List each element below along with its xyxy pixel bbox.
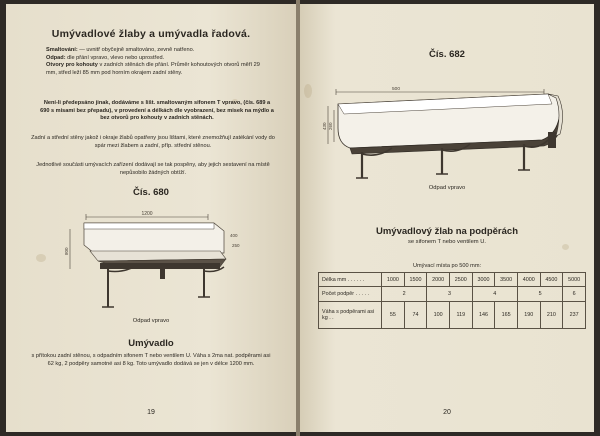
umyvadlo-description: s přítokou zadní stěnou, s odpadním sifonem T nebo ventilem U. Váha s 2ma nat. podpěrami asi 62 kg, 2 podpěry samotné asi 8 kg. Toto umývadlo dodává se jen v délce 1200 mm. [31,353,271,367]
table-cell: 2500 [449,273,472,287]
table-cell: 2000 [427,273,450,287]
trough-682-illustration [322,82,576,182]
table-cell: 1000 [382,273,405,287]
figure-682-caption: Odpad vpravo [428,185,466,191]
unit-note: Umývací místa po 500 mm: [412,263,482,269]
table-cell: 2 [382,287,427,302]
table-cell: 3000 [472,273,495,287]
sink-680-illustration [64,209,254,313]
spec-text-holes: v zadních stěnách dle přání. Průměr kohoutových otvorů měří 29 mm, střed leží 85 mm pod horním okrajem zadní stěny. [46,62,260,76]
dim-length-682: 500 [391,87,401,92]
dim-length-680: 1200 [141,211,153,217]
table-cell: 3500 [495,273,518,287]
table-cell: 210 [540,302,563,329]
table-cell: 1500 [404,273,427,287]
section-subtitle-zlab: se sifonem T nebo ventilem U. [407,239,487,245]
row-label-supports: Počet podpěr . . . . . [319,287,382,302]
spec-label-holes: Otvory pro kohouty [46,62,100,69]
table-cell: 3 [427,287,472,302]
dim-height-680: 800 [64,247,69,255]
table-cell: 6 [563,287,586,302]
figure-680-label: Čís. 680 [133,187,169,198]
walls-paragraph: Zadní a střední stěny jakož i okraje žlabů opatřeny jsou lištami, které znemožňují zatékání vody do spár mezi žlabem a zadní, příp. střední stěnou. [31,135,275,149]
table-cell: 100 [427,302,450,329]
table-cell: 146 [472,302,495,329]
table-cell: 4500 [540,273,563,287]
table-cell: 55 [382,302,405,329]
table-row [319,302,586,329]
table-cell: 4000 [517,273,540,287]
page-number-left: 19 [147,409,155,416]
left-page [6,4,296,432]
dim-depth-682: 260 [328,122,333,130]
dim-depth-680: 400 [230,233,238,238]
table-cell: 4 [472,287,517,302]
table-cell: 74 [404,302,427,329]
table-cell: 165 [495,302,518,329]
spec-text-drain: dle přání vpravo, vlevo nebo uprostřed. [67,54,165,61]
right-page [300,4,594,432]
table-row [319,273,586,287]
table-cell: 119 [449,302,472,329]
table-cell: 237 [563,302,586,329]
figure-680-caption: Odpad vpravo [132,318,170,324]
figure-682-label: Čís. 682 [429,49,465,60]
spec-table [318,272,586,329]
section-title-zlab: Umývadlový žlab na podpěrách [375,226,518,237]
table-cell: 5 [517,287,562,302]
dim-height-682: 430 [322,122,327,130]
page-number-right: 20 [443,409,451,416]
spec-label-enamel: Smaltování: [46,47,80,53]
table-row [319,287,586,302]
dim-back-680: 250 [232,243,240,248]
spec-text-enamel: — uvnitř obyčejně smaltováno, zevně natřeno. [79,47,195,53]
section-title-umyvadlo: Umývadlo [128,338,174,349]
spec-label-drain: Odpad: [46,54,68,61]
assembly-paragraph: Jednotlivé součásti umývacích zařízení dodávají se tak pospěny, aby jejich sestavení na místě nepůsobilo žádných obtíží. [36,162,270,176]
page-title: Umývadlové žlaby a umývadla řadová. [51,28,251,40]
table-cell: 190 [517,302,540,329]
delivery-paragraph: Není-li předepsáno jinak, dodáváme s lišt. smaltovaným sifonem T vpravo, (čís. 689 a 690 s misami bez přepadu), v provedení a délkách dle vyobrazení, bez misek na mýdlo a bez otvorů pro kohouty v zadních stěnách. [40,100,274,122]
row-label-weight: Váha s podpěrami asi kg . . [319,302,382,329]
row-label-length: Délka mm . . . . . . [319,273,382,287]
table-cell: 5000 [563,273,586,287]
spec-paragraph [46,47,270,77]
